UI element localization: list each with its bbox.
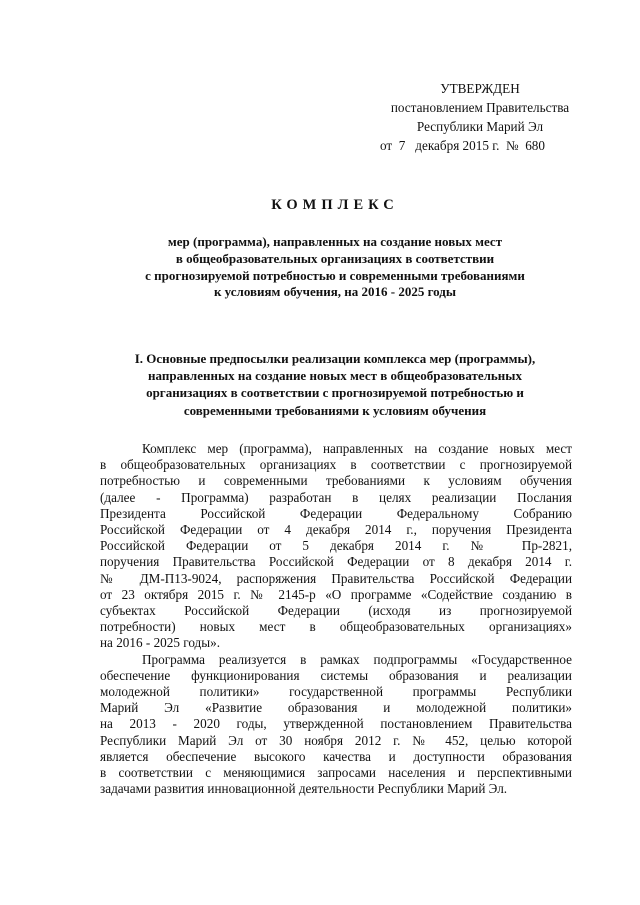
paragraph-line: потребностью и современными требованиями к условиям обучения [100, 473, 572, 489]
paragraph-line: № ДМ-П13-9024, распоряжения Правительства Российской Федерации [100, 570, 572, 586]
approval-stamp [360, 79, 600, 155]
paragraph-line: (далее - Программа) разработан в целях реализации Послания [100, 489, 572, 505]
paragraph-line: Марий Эл «Развитие образования и молодежной политики» [100, 700, 572, 716]
paragraph-line: в общеобразовательных организациях в соответствии с прогнозируемой [100, 457, 572, 473]
paragraph-line: поручения Правительства Российской Федерации от 8 декабря 2014 г. [100, 554, 572, 570]
paragraph-line: на 2013 - 2020 годы, утвержденной постановлением Правительства [100, 716, 572, 732]
heading-line: I. Основные предпосылки реализации комплекса мер (программы), [134, 351, 536, 366]
approval-line: Республики Марий Эл [416, 119, 544, 134]
paragraph-line: является обеспечение высокого качества и доступности образования [100, 748, 572, 764]
paragraph-line: Программа реализуется в рамках подпрограммы «Государственное [142, 651, 572, 667]
paragraph-line: от 23 октября 2015 г. № 2145-р «О программе «Содействие созданию в [100, 586, 572, 602]
subtitle-line: мер (программа), направленных на создание новых мест [167, 234, 503, 249]
paragraph-line: Комплекс мер (программа), направленных на создание новых мест [142, 441, 572, 456]
document-title: КОМПЛЕКС [271, 197, 399, 213]
paragraph-line: Республики Марий Эл от 30 ноября 2012 г. № 452, целью которой [100, 732, 572, 748]
body-text [100, 441, 572, 797]
subtitle-line: в общеобразовательных организациях в соответствии [175, 250, 495, 266]
paragraph-line: Российской Федерации от 4 декабря 2014 г., поручения Президента [100, 522, 572, 538]
approval-date-number: от 7 декабря 2015 г. № 680 [380, 138, 545, 153]
paragraph-line: молодежной политики» государственной программы Республики [100, 684, 572, 700]
paragraph-line: в соответствии с меняющимися запросами населения и перспективными [100, 765, 572, 781]
paragraph-1 [100, 441, 572, 652]
heading-line: современными требованиями к условиям обучения [183, 402, 487, 418]
subtitle-line: с прогнозируемой потребностью и современными требованиями [145, 267, 525, 283]
paragraph-line: потребности) новых мест в общеобразовательных организациях» [100, 619, 572, 635]
approval-line: постановлением Правительства [390, 100, 570, 115]
paragraph-line: субъектах Российской Федерации (исходя из прогнозируемой [100, 603, 572, 619]
section-heading [100, 350, 570, 419]
paragraph-line: на 2016 - 2025 годы». [100, 635, 220, 651]
paragraph-2 [100, 652, 572, 798]
document-subtitle [100, 234, 570, 301]
paragraph-line: Президента Российской Федерации Федеральному Собранию [100, 505, 572, 521]
paragraph-line: обеспечение функционирования системы образования и реализации [100, 667, 572, 683]
heading-line: организациях в соответствии с прогнозируемой потребностью и [146, 385, 524, 401]
heading-line: направленных на создание новых мест в общеобразовательных [148, 368, 522, 384]
subtitle-line: к условиям обучения, на 2016 - 2025 годы [213, 284, 457, 300]
paragraph-line: Российской Федерации от 5 декабря 2014 г. № Пр-2821, [100, 538, 572, 554]
paragraph-line: задачами развития инновационной деятельности Республики Марий Эл. [100, 781, 508, 797]
approval-title: УТВЕРЖДЕН [440, 81, 520, 96]
